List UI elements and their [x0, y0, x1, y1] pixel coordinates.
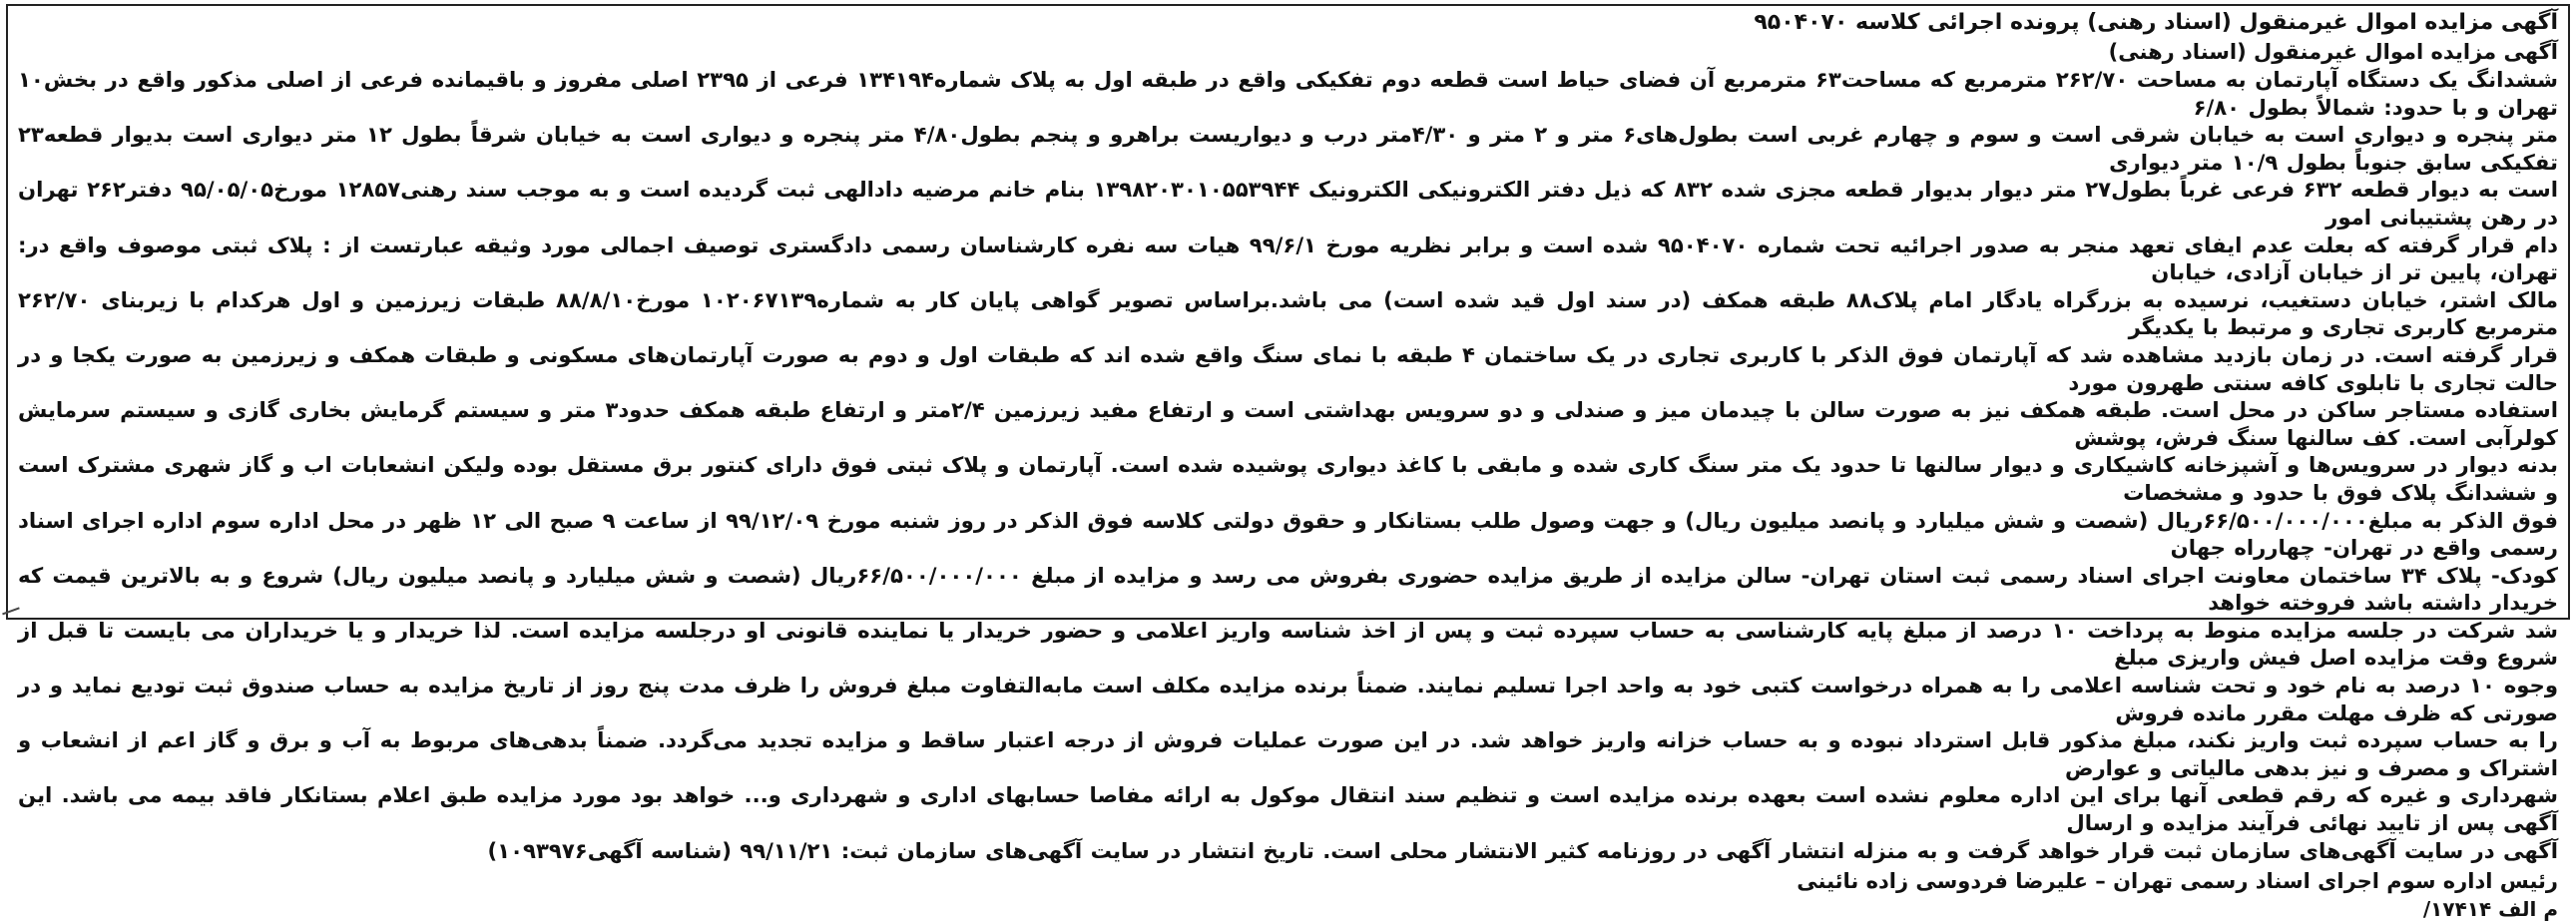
body-line: فوق الذکر به مبلغ۶۶/۵۰۰/۰۰۰/۰۰۰ریال (شصت و شش میلیارد و پانصد میلیون ریال) و جهت وصول طلب بستانکار و حقوق دولتی کلاسه فوق الذکر در روز شنبه مورخ ۹۹/۱۲/۰۹ از ساعت ۹ صبح الی ۱۲ ظهر در محل اداره سوم اداره اجرای اسناد رسمی واقع در تهران- چهارراه جهان [18, 507, 2558, 562]
body-line: بدنه دیوار در سرویس‌ها و آشپزخانه کاشیکاری و دیوار سالنها تا حدود یک متر سنگ کاری شده و مابقی با کاغذ دیواری پوشیده شده است. آپارتمان و پلاک ثبتی فوق دارای کنتور برق مستقل بوده ولیکن انشعابات اب و گاز شهری مشترک است و ششدانگ پلاک فوق با حدود و مشخصات [18, 451, 2558, 506]
notice-footer [18, 866, 2558, 896]
notice-title: آگهی مزایده اموال غیرمنقول (اسناد رهنی) پرونده اجرائی کلاسه ۹۵۰۴۰۷۰ [1754, 10, 2558, 35]
auction-notice [6, 4, 2570, 620]
body-line: شهرداری و غیره که رقم قطعی آنها برای این اداره معلوم نشده است بعهده برنده مزایده است و تنظیم سند انتقال موکول به ارائه مفاصا حسابهای اداری و شهرداری و... خواهد بود مورد مزایده طبق اعلام بستانکار فاقد بیمه می باشد. این آگهی پس از تایید نهائی فرآیند مزایده و ارسال [18, 781, 2558, 836]
body-line: آگهی در سایت آگهی‌های سازمان ثبت قرار خواهد گرفت و به منزله انتشار آگهی در روزنامه کثیر الانتشار محلی است. تاریخ انتشار در سایت آگهی‌های سازمان ثبت: ۹۹/۱۱/۲۱ (شناسه آگهی۱۰۹۳۹۷۶) [18, 837, 2558, 865]
body-line: قرار گرفته است. در زمان بازدید مشاهده شد که آپارتمان فوق الذکر با کاربری تجاری در یک ساختمان ۴ طبقه با نمای سنگ واقع شده اند که طبقات اول و دوم به صورت آپارتمان‌های مسکونی و طبقات همکف و زیرزمین به صورت یکجا و در حالت تجاری با تابلوی کافه سنتی طهرون مورد [18, 341, 2558, 396]
body-line: ششدانگ یک دستگاه آپارتمان به مساحت ۲۶۲/۷۰ مترمربع که مساحت۶۳ مترمربع آن فضای حیاط است قطعه دوم تفکیکی واقع در طبقه اول به پلاک شماره۱۳۴۱۹۴ فرعی از ۲۳۹۵ اصلی مفروز و باقیمانده فرعی از اصلی مذکور واقع در بخش۱۰ تهران و با حدود: شمالاً بطول ۶/۸۰ [18, 66, 2558, 121]
notice-header [18, 10, 2558, 38]
body-line: است به دیوار قطعه ۶۳۲ فرعی غرباً بطول۲۷ متر دیوار بدیوار قطعه مجزی شده ۸۳۲ که ذیل دفتر الکترونیکی الکترونیک ۱۳۹۸۲۰۳۰۱۰۵۵۳۹۴۴ بنام خانم مرضیه دادالهی ثبت گردیده است و به موجب سند رهنی۱۲۸۵۷ مورخ۹۵/۰۵/۰۵ دفتر۲۶۲ تهران در رهن پشتیبانی امور [18, 176, 2558, 230]
body-line: وجوه ۱۰ درصد به نام خود و تحت شناسه اعلامی را به همراه درخواست کتبی خود به واحد اجرا تسلیم نمایند. ضمناً برنده مزایده مکلف است مابه‌التفاوت مبلغ فروش را ظرف مدت پنج روز از تاریخ مزایده به حساب صندوق ثبت تودیع نماید و در صورتی که ظرف مهلت مقرر مانده فروش [18, 672, 2558, 726]
body-line: کودک- پلاک ۳۴ ساختمان معاونت اجرای اسناد رسمی ثبت استان تهران- سالن مزایده از طریق مزایده حضوری بفروش می رسد و مزایده از مبلغ ۶۶/۵۰۰/۰۰۰/۰۰۰ریال (شصت و شش میلیارد و پانصد میلیون ریال) شروع و به بالاترین قیمت که خریدار داشته باشد فروخته خواهد [18, 562, 2558, 617]
reference-number: م الف ۱۷۴۱۴/ [18, 896, 2558, 922]
body-line: متر پنجره و دیواری است به خیابان شرقی است و سوم و چهارم غربی است بطول‌های۶ متر و ۲ متر و ۴/۳۰متر درب و دیواریست براهرو و پنجم بطول۴/۸۰ متر پنجره و دیواری است به خیابان شرقاً بطول ۱۲ متر دیواری است بدیوار قطعه۲۳ تفکیکی سابق جنوباً بطول ۱۰/۹ متر دیواری [18, 121, 2558, 176]
body-line: شد شرکت در جلسه مزایده منوط به پرداخت ۱۰ درصد از مبلغ پایه کارشناسی به حساب سپرده ثبت و پس از اخذ شناسه واریز اعلامی و حضور خریدار یا نماینده قانونی او درجلسه مزایده است. لذا خریدار و یا خریداران می بایست تا قبل از شروع وقت مزایده اصل فیش واریزی مبلغ [18, 617, 2558, 672]
body-line: استفاده مستاجر ساکن در محل است. طبقه همکف نیز به صورت سالن با چیدمان میز و صندلی و دو سرویس بهداشتی است و ارتفاع مفید زیرزمین ۲/۴متر و ارتفاع طبقه همکف حدود۳ متر و سیستم گرمایش بخاری گازی و سیستم سرمایش کولرآبی است. کف سالنها سنگ فرش، پوشش [18, 396, 2558, 451]
body-line: دام قرار گرفته که بعلت عدم ایفای تعهد منجر به صدور اجرائیه تحت شماره ۹۵۰۴۰۷۰ شده است و برابر نظریه مورخ ۹۹/۶/۱ هیات سه نفره کارشناسان رسمی دادگستری توصیف اجمالی مورد وثیقه عبارتست از : پلاک ثبتی موصوف واقع در: تهران، پایین تر از خیابان آزادی، خیابان [18, 231, 2558, 286]
body-line: را به حساب سپرده ثبت واریز نکند، مبلغ مذکور قابل استرداد نبوده و به حساب خزانه واریز خواهد شد. در این صورت عملیات فروش از درجه اعتبار ساقط و مزایده تجدید می‌گردد. ضمناً بدهی‌های مربوط به آب و برق و گاز اعم از انشعاب و اشتراک و مصرف و نیز بدهی مالیاتی و عوارض [18, 726, 2558, 781]
signature-line: رئیس اداره سوم اجرای اسناد رسمی تهران – علیرضا فردوسی زاده نائینی [1797, 866, 2558, 896]
body-line: مالک اشتر، خیابان دستغیب، نرسیده به بزرگراه یادگار امام پلاک۸۸ طبقه همکف (در سند اول قید شده است) می باشد.براساس تصویر گواهی پایان کار به شماره۱۰۲۰۶۷۱۳۹ مورخ۸۸/۸/۱۰ طبقات زیرزمین و اول هرکدام با زیربنای ۲۶۲/۷۰ مترمربع کاربری تجاری و مرتبط با یکدیگر [18, 286, 2558, 341]
notice-body [18, 66, 2558, 864]
notice-subtitle: آگهی مزایده اموال غیرمنقول (اسناد رهنی) [18, 38, 2558, 66]
